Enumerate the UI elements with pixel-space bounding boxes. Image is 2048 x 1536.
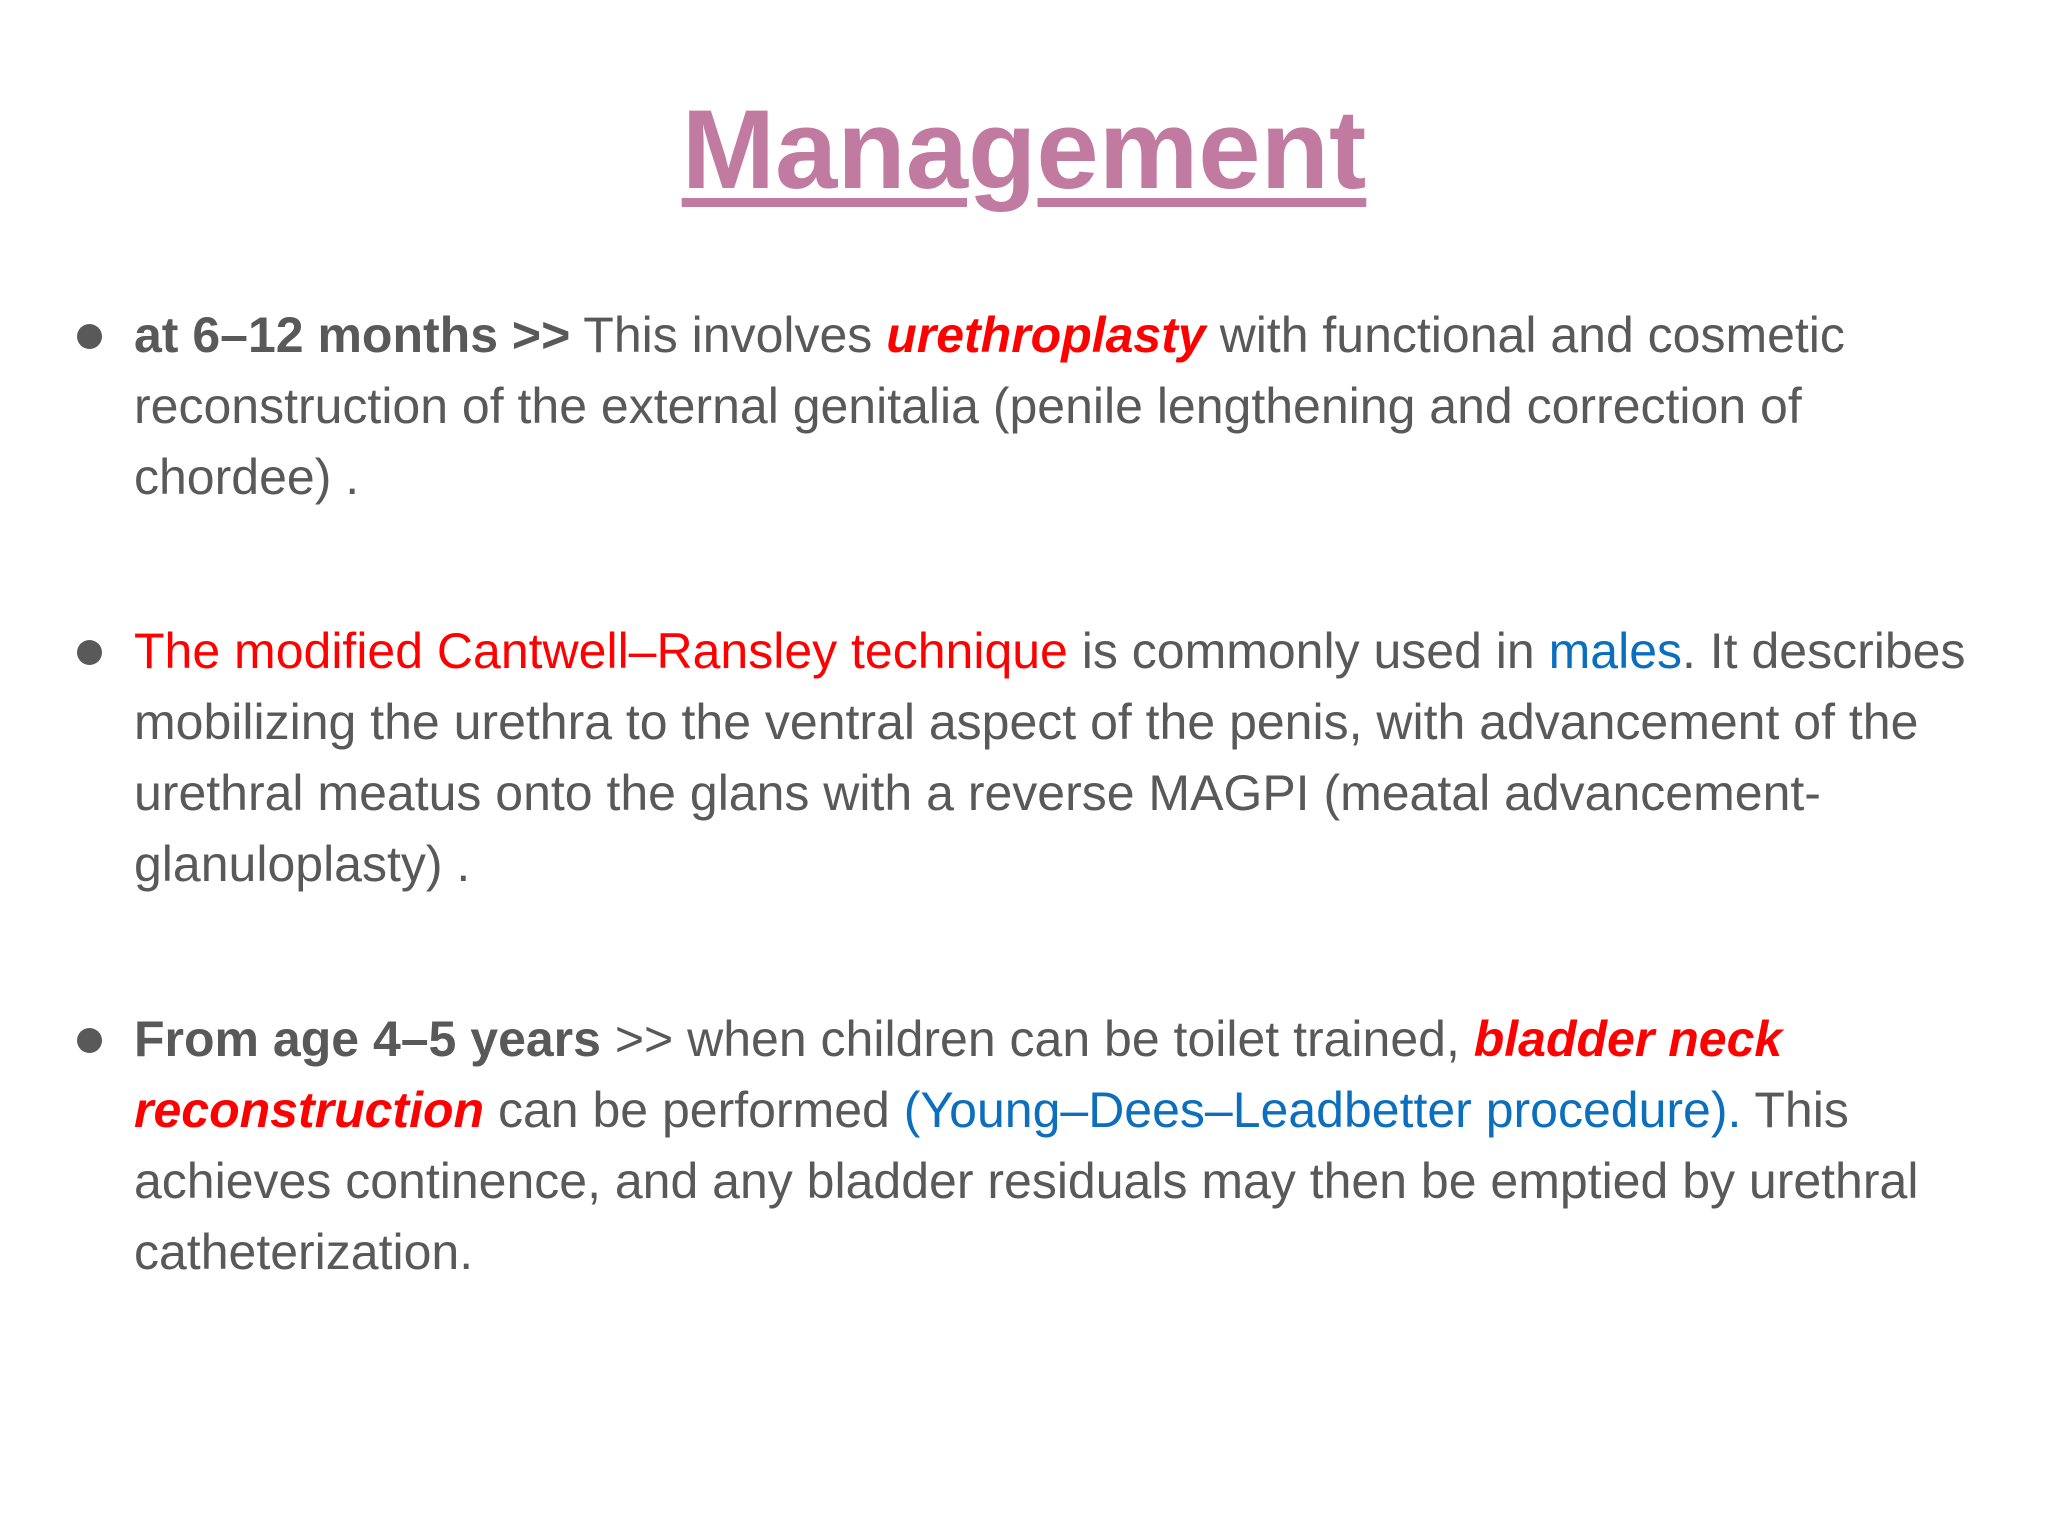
bullet-text: with functional and cosmetic reconstruction of the external genitalia (penile lengthening and correction of chordee) . bbox=[134, 307, 1845, 505]
bullet-text: This achieves continence, and any bladder residuals may then be emptied by urethral catheterization. bbox=[134, 1082, 1919, 1280]
bullet-lead: at 6–12 months >> bbox=[134, 307, 571, 363]
bullet-list bbox=[75, 300, 1995, 1288]
bullet-item-urethroplasty bbox=[75, 300, 1995, 513]
bullet-dot-icon bbox=[77, 324, 102, 349]
bullet-emphasis-blue: (Young–Dees–Leadbetter procedure). bbox=[903, 1082, 1742, 1138]
bullet-text: >> when children can be toilet trained, bbox=[600, 1011, 1474, 1067]
bullet-lead: From age 4–5 years bbox=[134, 1011, 601, 1067]
bullet-dot-icon bbox=[77, 640, 102, 665]
bullet-text: is commonly used in bbox=[1067, 623, 1549, 679]
bullet-text: . It describes mobilizing the urethra to the ventral aspect of the penis, with advancement of the urethral meatus onto the glans with a reverse MAGPI (meatal advancement-glanuloplasty) . bbox=[134, 623, 1966, 892]
bullet-emphasis: urethroplasty bbox=[886, 307, 1206, 363]
bullet-text: This involves bbox=[570, 307, 887, 363]
bullet-item-cantwell-ransley bbox=[75, 616, 1995, 900]
bullet-emphasis-blue: males bbox=[1548, 623, 1682, 679]
slide-title: Management bbox=[681, 87, 1367, 212]
bullet-dot-icon bbox=[77, 1028, 102, 1053]
bullet-emphasis-red: The modified Cantwell–Ransley technique bbox=[134, 623, 1068, 679]
bullet-item-bladder-neck bbox=[75, 1004, 1995, 1288]
bullet-text: can be performed bbox=[484, 1082, 904, 1138]
bullet-emphasis: bladder neck reconstruction bbox=[134, 1011, 1783, 1138]
